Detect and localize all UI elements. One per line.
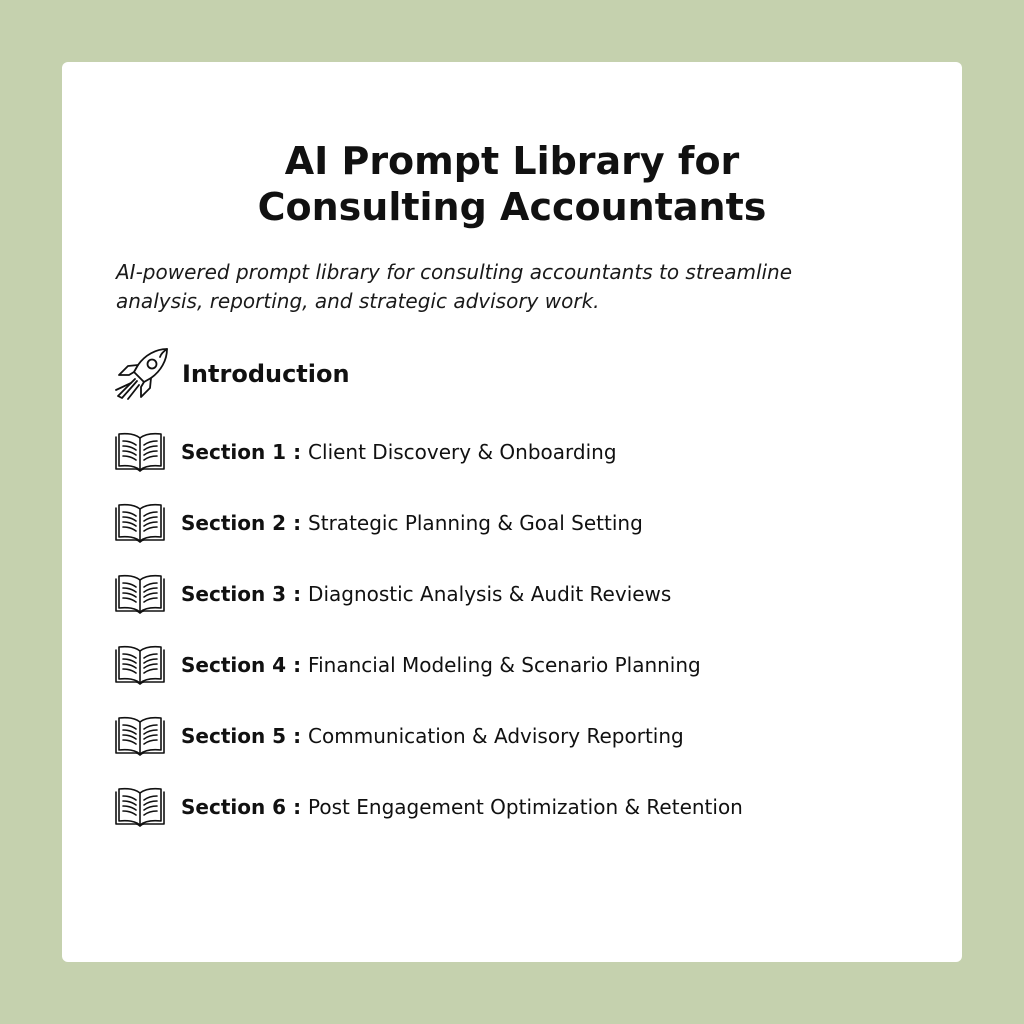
section-title: Strategic Planning & Goal Setting [308, 511, 643, 535]
page-subtitle-line-2: analysis, reporting, and strategic advisory work. [116, 289, 600, 313]
introduction-item[interactable] [114, 346, 350, 402]
section-text [181, 795, 743, 819]
page-title [0, 138, 1024, 230]
section-text [181, 440, 617, 464]
section-text [181, 653, 701, 677]
section-title: Financial Modeling & Scenario Planning [308, 653, 701, 677]
section-item-4[interactable] [114, 643, 701, 687]
page-title-line-2: Consulting Accountants [257, 185, 767, 229]
section-item-5[interactable] [114, 714, 684, 758]
section-text [181, 582, 671, 606]
section-item-1[interactable] [114, 430, 617, 474]
open-book-icon [114, 644, 166, 686]
section-title: Client Discovery & Onboarding [308, 440, 617, 464]
section-separator: : [286, 653, 309, 677]
section-title: Post Engagement Optimization & Retention [308, 795, 743, 819]
section-number: Section 4 [181, 653, 287, 677]
section-number: Section 1 [181, 440, 287, 464]
section-number: Section 6 [181, 795, 287, 819]
section-separator: : [286, 724, 309, 748]
section-separator: : [286, 795, 309, 819]
section-number: Section 3 [181, 582, 287, 606]
open-book-icon [114, 431, 166, 473]
section-title: Diagnostic Analysis & Audit Reviews [308, 582, 672, 606]
section-separator: : [286, 511, 309, 535]
section-number: Section 5 [181, 724, 287, 748]
open-book-icon [114, 573, 166, 615]
open-book-icon [114, 502, 166, 544]
section-separator: : [286, 440, 309, 464]
section-item-3[interactable] [114, 572, 671, 616]
section-item-2[interactable] [114, 501, 643, 545]
section-item-6[interactable] [114, 785, 743, 829]
open-book-icon [114, 715, 166, 757]
section-number: Section 2 [181, 511, 287, 535]
section-text [181, 511, 643, 535]
section-title: Communication & Advisory Reporting [308, 724, 684, 748]
introduction-label: Introduction [182, 360, 350, 388]
section-separator: : [286, 582, 309, 606]
open-book-icon [114, 786, 166, 828]
page-subtitle [116, 258, 916, 316]
page-title-line-1: AI Prompt Library for [284, 139, 740, 183]
page-subtitle-line-1: AI-powered prompt library for consulting accountants to streamline [116, 260, 793, 284]
section-text [181, 724, 684, 748]
rocket-icon [114, 346, 170, 402]
